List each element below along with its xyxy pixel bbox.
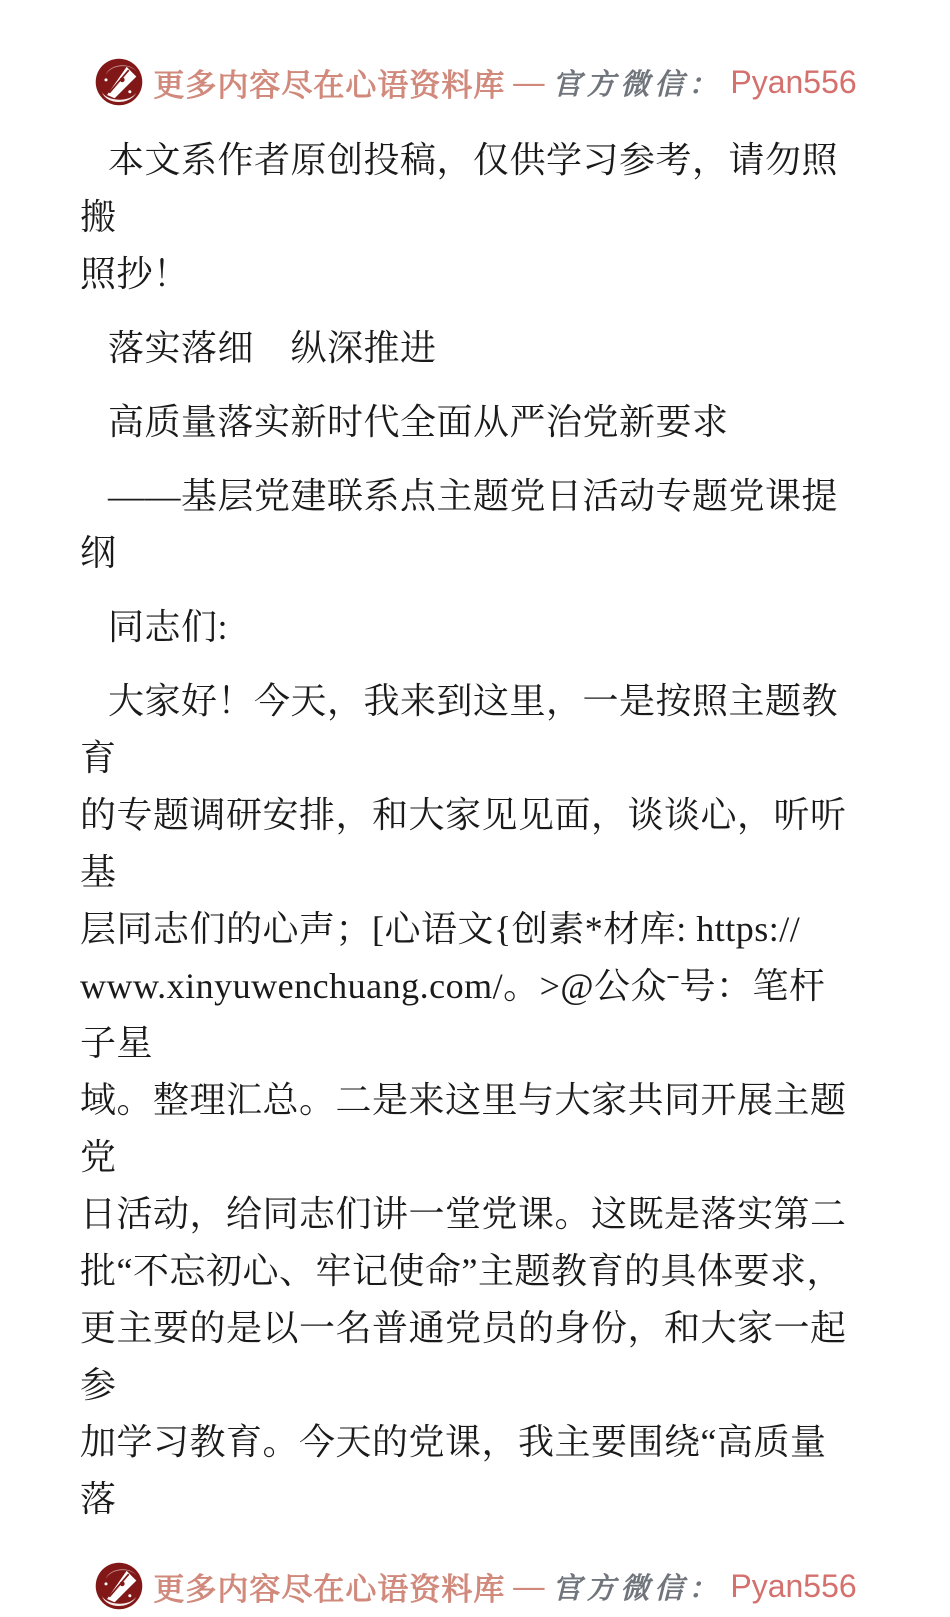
wechat-id: Pyan556: [730, 1567, 857, 1604]
paragraph: [80, 599, 862, 656]
paragraph: [80, 673, 862, 1528]
document-body: [0, 132, 950, 1528]
footer-watermark: [0, 1560, 950, 1612]
pen-logo-icon: [93, 1560, 145, 1612]
text-line: 日活动，给同志们讲一堂党课。这既是落实第二: [80, 1194, 847, 1234]
text-line: 大家好！今天，我来到这里，一是按照主题教育: [80, 681, 839, 778]
header-watermark: [0, 56, 950, 108]
wechat-label: 官方微信：: [552, 1572, 723, 1605]
text-line: 落实落细 纵深推进: [108, 328, 437, 368]
pen-logo-icon: [93, 56, 145, 108]
paragraph: [80, 394, 862, 451]
wechat-id: Pyan556: [730, 63, 857, 100]
separator-dash: —: [513, 64, 545, 99]
brand-text: 更多内容尽在心语资料库: [153, 1571, 506, 1607]
separator-dash: —: [513, 1568, 545, 1603]
wechat-label: 官方微信：: [552, 68, 723, 101]
text-line: www.xinyuwenchuang.com/。>@公众ˉ号：笔杆子星: [80, 966, 826, 1063]
text-line: 高质量落实新时代全面从严治党新要求: [108, 402, 729, 442]
text-line: 层同志们的心声；[心语文{创素*材库: https://: [80, 909, 801, 949]
text-line: 更主要的是以一名普通党员的身份，和大家一起参: [80, 1308, 847, 1405]
text-line: 加学习教育。今天的党课，我主要围绕“高质量落: [80, 1422, 827, 1519]
text-line: 照抄！: [80, 254, 190, 294]
text-line: 批“不忘初心、牢记使命”主题教育的具体要求，: [80, 1251, 843, 1291]
paragraph: [80, 320, 862, 377]
paragraph: [80, 468, 862, 582]
text-line: 的专题调研安排，和大家见见面，谈谈心，听听基: [80, 795, 847, 892]
brand-text: 更多内容尽在心语资料库: [153, 67, 506, 103]
text-line: 域。整理汇总。二是来这里与大家共同开展主题党: [80, 1080, 847, 1177]
text-line: 同志们:: [108, 607, 229, 647]
paragraph: [80, 132, 862, 303]
text-line: ——基层党建联系点主题党日活动专题党课提纲: [80, 476, 839, 573]
text-line: 本文系作者原创投稿，仅供学习参考，请勿照搬: [80, 140, 839, 237]
